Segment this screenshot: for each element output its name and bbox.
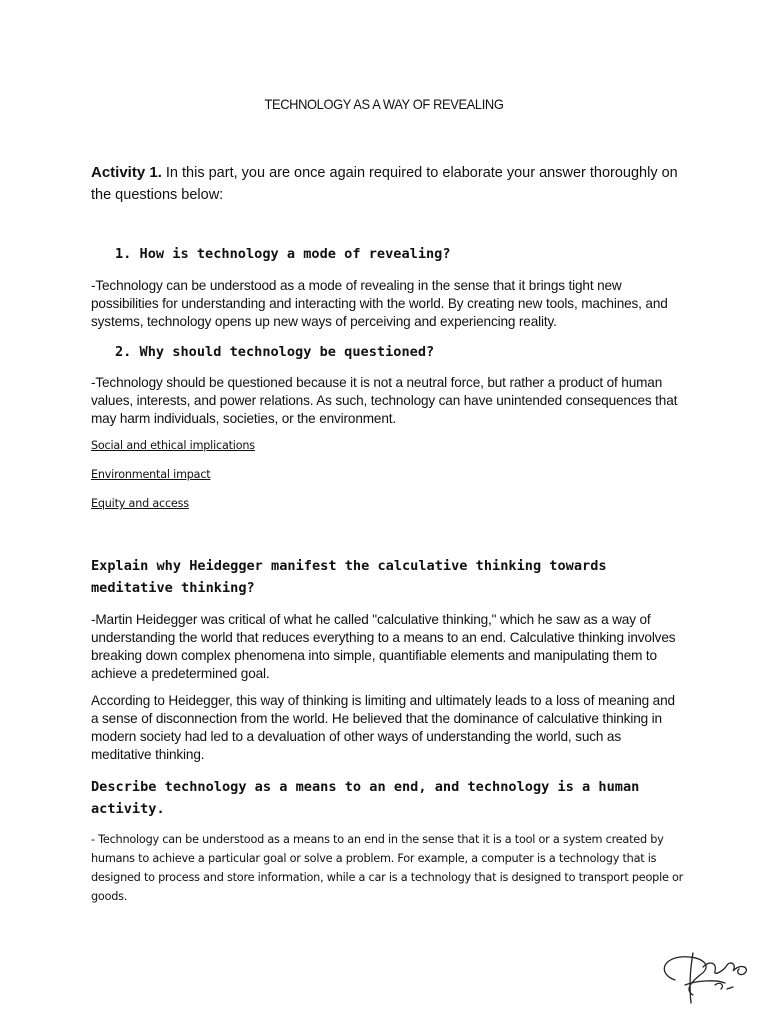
answer-2: -Technology should be questioned because it is not a neutral force, but rather a product of human values, interests, and power relations. As such, technology can have unintended consequences that may harm individuals, societies, or the environment. bbox=[91, 375, 678, 426]
answer-3-paragraph-1: -Martin Heidegger was critical of what he called "calculative thinking," which he saw as a way of understanding the world that reduces everything to a means to an end. Calculative thinking involves breaking down complex phenomena into simple, quantifiable elements and manipulating them to achieve a predetermined goal. bbox=[91, 612, 676, 681]
handwritten-signature bbox=[655, 945, 765, 1005]
document-title: TECHNOLOGY AS A WAY OF REVEALING bbox=[264, 96, 504, 112]
activity-text: In this part, you are once again required to elaborate your answer thoroughly on the questions below: bbox=[91, 165, 678, 203]
answer-4: - Technology can be understood as a means to an end in the sense that it is a tool or a system created by humans to achieve a particular goal or solve a problem. For example, a computer is a technology that is designed to process and store information, while a car is a technology that is designed to transport people or goods. bbox=[91, 833, 684, 903]
question-1: 1. How is technology a mode of revealing? bbox=[115, 246, 451, 262]
topic-equity-access: Equity and access bbox=[91, 497, 189, 510]
topic-social-ethical: Social and ethical implications bbox=[91, 439, 255, 452]
question-3: Explain why Heidegger manifest the calculative thinking towards meditative thinking? bbox=[91, 558, 607, 596]
activity-intro bbox=[91, 162, 691, 206]
activity-label: Activity 1. bbox=[91, 164, 162, 181]
question-4: Describe technology as a means to an end, and technology is a human activity. bbox=[91, 779, 640, 817]
answer-3-paragraph-2: According to Heidegger, this way of thinking is limiting and ultimately leads to a loss of meaning and a sense of disconnection from the world. He believed that the dominance of calculative thinking in modern society had led to a devaluation of other ways of understanding the world, such as meditative thinking. bbox=[91, 693, 675, 762]
topic-environmental: Environmental impact bbox=[91, 468, 211, 481]
question-2: 2. Why should technology be questioned? bbox=[115, 344, 435, 360]
answer-1: -Technology can be understood as a mode of revealing in the sense that it brings tight new possibilities for understanding and interacting with the world. By creating new tools, machines, and systems, technology opens up new ways of perceiving and experiencing reality. bbox=[91, 278, 668, 329]
